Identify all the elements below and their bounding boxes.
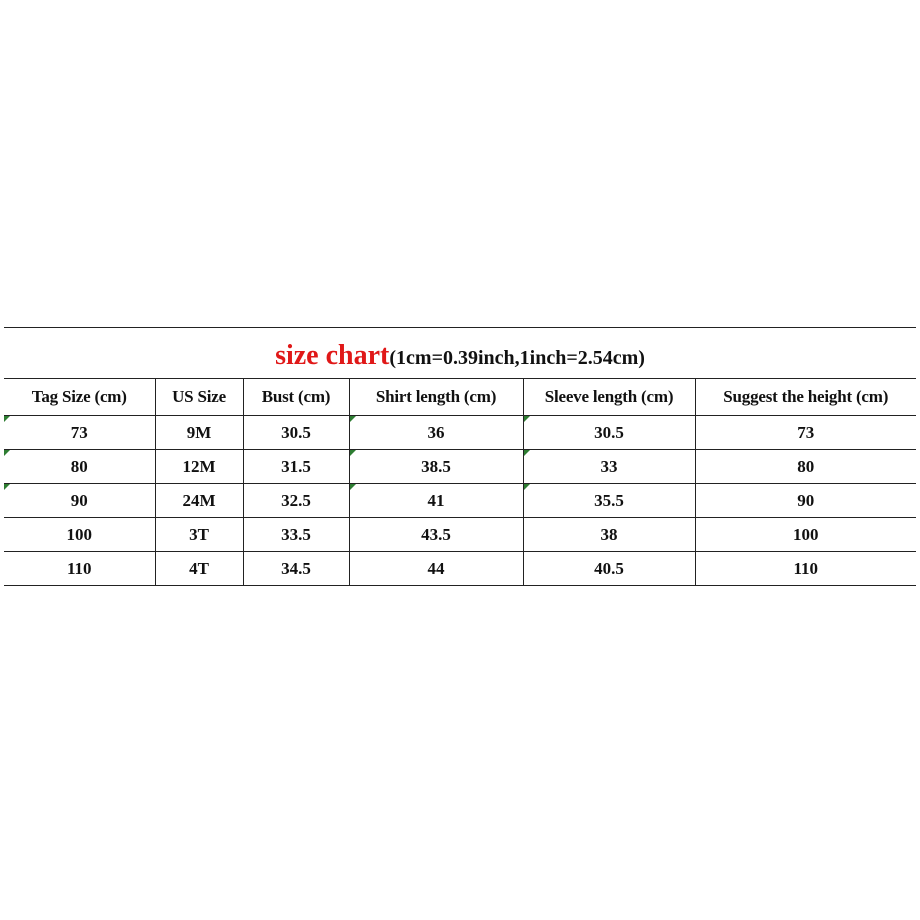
corner-mark-icon [4, 484, 10, 490]
cell-sleeve-length [523, 484, 695, 518]
cell-sleeve-length: 40.5 [523, 552, 695, 586]
cell-suggest-height: 110 [695, 552, 916, 586]
cell-us-size: 12M [155, 450, 243, 484]
cell-suggest-height: 100 [695, 518, 916, 552]
column-header-sleeve-length: Sleeve length (cm) [523, 379, 695, 416]
cell-text: 41 [427, 490, 445, 510]
table-row [4, 416, 916, 450]
cell-sleeve-length [523, 416, 695, 450]
table-row [4, 518, 916, 552]
corner-mark-icon [524, 416, 530, 422]
cell-sleeve-length [523, 450, 695, 484]
cell-shirt-length: 43.5 [349, 518, 523, 552]
cell-bust: 32.5 [243, 484, 349, 518]
cell-us-size: 3T [155, 518, 243, 552]
cell-text: 36 [427, 422, 445, 442]
cell-tag-size: 100 [4, 518, 155, 552]
cell-shirt-length [349, 450, 523, 484]
table-row [4, 552, 916, 586]
cell-tag-size: 110 [4, 552, 155, 586]
column-header-us-size: US Size [155, 379, 243, 416]
cell-shirt-length [349, 484, 523, 518]
column-header-bust: Bust (cm) [243, 379, 349, 416]
table-row [4, 450, 916, 484]
size-chart-table [4, 327, 916, 586]
cell-sleeve-length: 38 [523, 518, 695, 552]
cell-bust: 34.5 [243, 552, 349, 586]
cell-suggest-height: 73 [695, 416, 916, 450]
table-row [4, 484, 916, 518]
corner-mark-icon [524, 450, 530, 456]
cell-shirt-length: 44 [349, 552, 523, 586]
corner-mark-icon [524, 484, 530, 490]
cell-us-size: 4T [155, 552, 243, 586]
cell-bust: 30.5 [243, 416, 349, 450]
cell-suggest-height: 90 [695, 484, 916, 518]
cell-text: 38.5 [421, 456, 451, 476]
header-row [4, 379, 916, 416]
corner-mark-icon [350, 450, 356, 456]
cell-suggest-height: 80 [695, 450, 916, 484]
column-header-tag-size: Tag Size (cm) [4, 379, 155, 416]
cell-tag-size [4, 450, 155, 484]
corner-mark-icon [4, 450, 10, 456]
corner-mark-icon [4, 416, 10, 422]
title-row [4, 328, 916, 379]
cell-bust: 33.5 [243, 518, 349, 552]
cell-bust: 31.5 [243, 450, 349, 484]
title-cell [4, 328, 916, 379]
cell-text: 35.5 [594, 490, 624, 510]
cell-tag-size [4, 416, 155, 450]
cell-text: 33 [600, 456, 618, 476]
corner-mark-icon [350, 484, 356, 490]
cell-us-size: 9M [155, 416, 243, 450]
cell-shirt-length [349, 416, 523, 450]
column-header-suggest-height: Suggest the height (cm) [695, 379, 916, 416]
column-header-shirt-length: Shirt length (cm) [349, 379, 523, 416]
cell-tag-size [4, 484, 155, 518]
cell-text: 80 [70, 456, 88, 476]
corner-mark-icon [350, 416, 356, 422]
unit-conversion-note: (1cm=0.39inch,1inch=2.54cm) [389, 347, 645, 369]
cell-us-size: 24M [155, 484, 243, 518]
cell-text: 73 [70, 422, 88, 442]
cell-text: 30.5 [594, 422, 624, 442]
cell-text: 90 [70, 490, 88, 510]
chart-title: size chart [275, 340, 390, 371]
